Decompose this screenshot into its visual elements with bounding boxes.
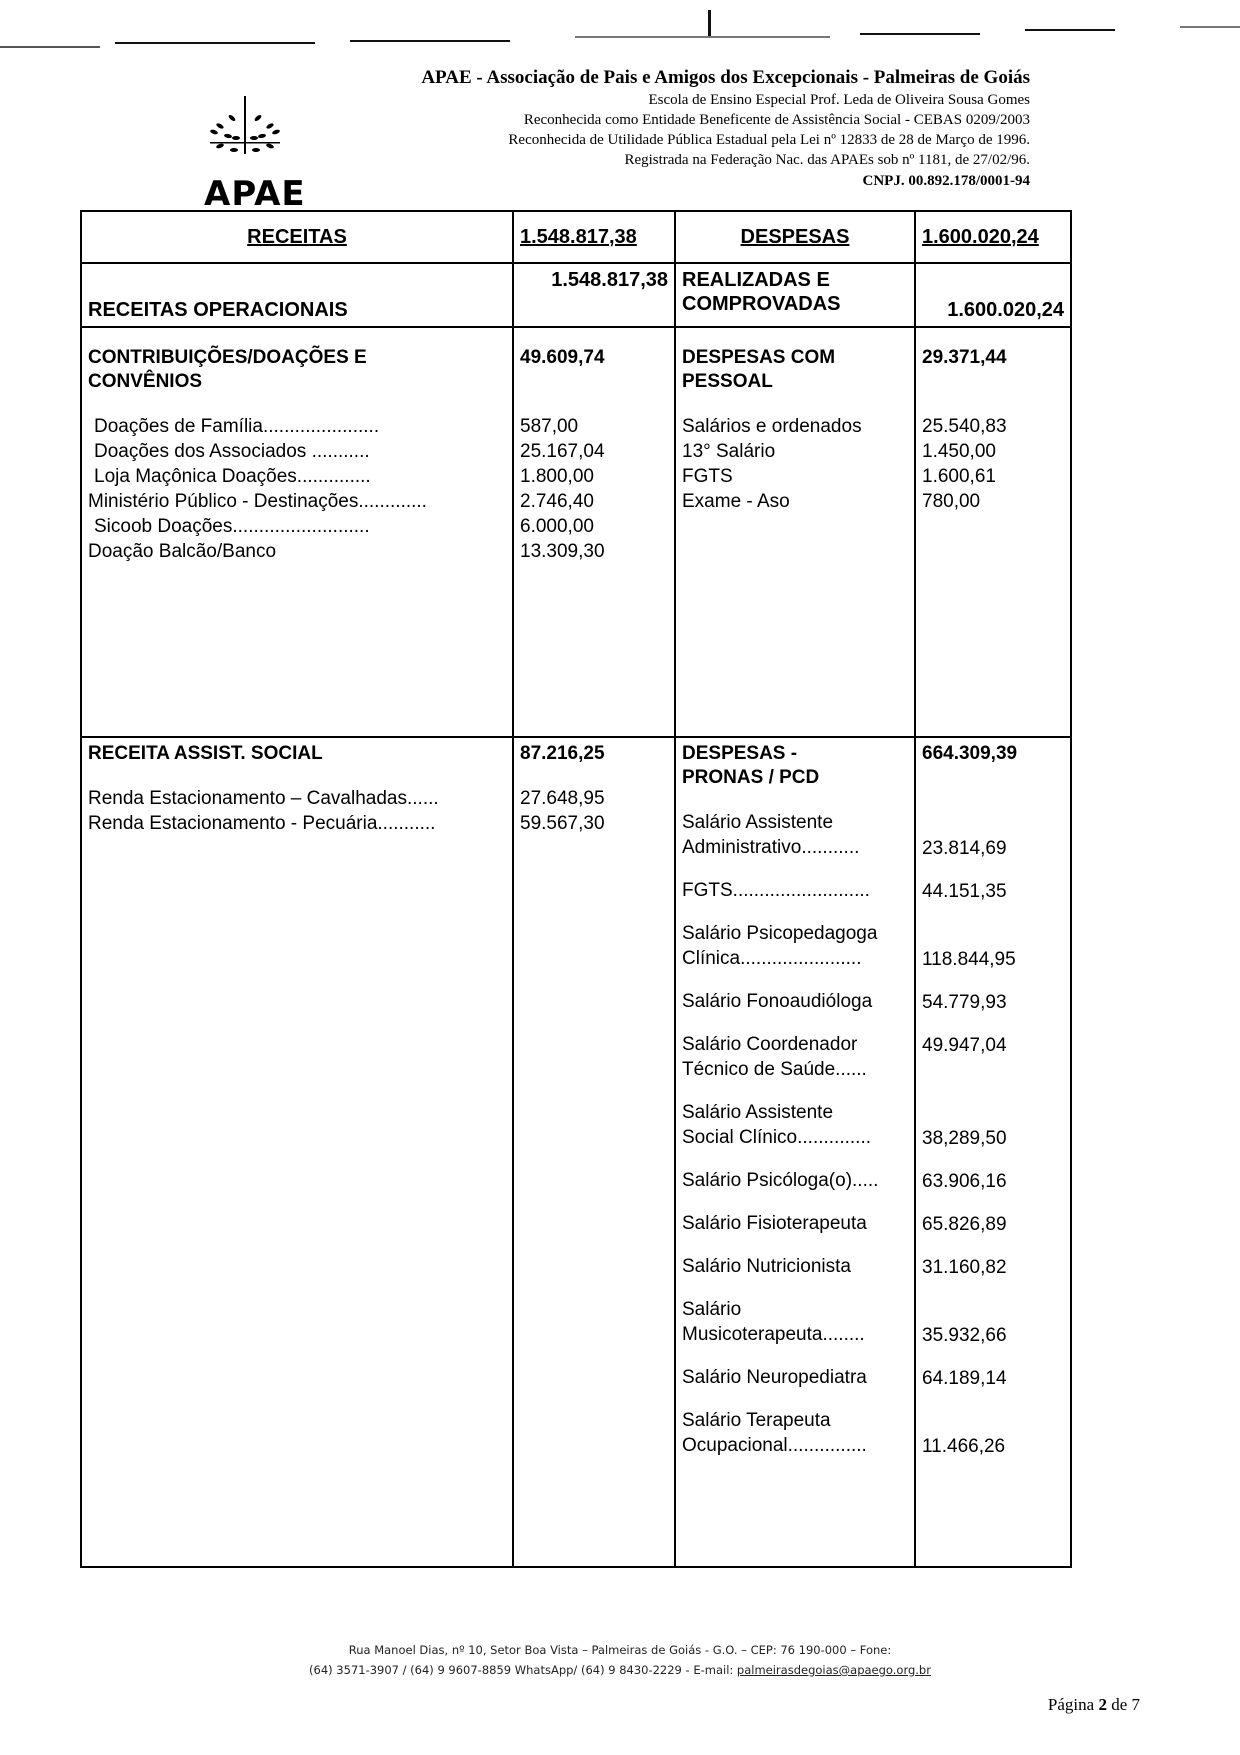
- list-item: Loja Maçônica Doações..............: [94, 466, 371, 487]
- list-item: Exame - Aso: [682, 491, 790, 512]
- list-item-value: 1.450,00: [922, 441, 996, 462]
- list-item: Salário Coordenador Técnico de Saúde......: [682, 1034, 867, 1080]
- logo-text: APAE: [204, 174, 306, 214]
- despesas-total: 1.600.020,24: [915, 211, 1071, 263]
- receitas-header: RECEITAS: [81, 211, 513, 263]
- list-item: FGTS: [682, 466, 733, 487]
- list-item-value: 27.648,95: [520, 788, 605, 809]
- org-line: Reconhecida como Entidade Beneficente de Assistência Social - CEBAS 0209/2003: [523, 112, 1030, 128]
- footer-line2: [0, 1660, 1240, 1680]
- contribuicoes-values-cell: [513, 327, 675, 737]
- section-title: PRONAS / PCD: [682, 767, 820, 788]
- list-item-value: 25.540,83: [922, 416, 1007, 437]
- list-item: Salário Assistente Social Clínico..............: [682, 1102, 872, 1148]
- list-item-value: 31.160,82: [922, 1257, 1007, 1278]
- list-item-value: 65.826,89: [922, 1214, 1007, 1235]
- list-item-value: 63.906,16: [922, 1171, 1007, 1192]
- list-item: Ministério Público - Destinações.............: [88, 491, 427, 512]
- list-item-value: 11.466,26: [922, 1436, 1006, 1457]
- list-item-value: 13.309,30: [520, 541, 605, 562]
- list-item-value: 1.600,61: [922, 466, 996, 487]
- receitas-total: 1.548.817,38: [513, 211, 675, 263]
- table-row: [81, 737, 1071, 1567]
- footer-address: [0, 1640, 1240, 1680]
- org-line: Escola de Ensino Especial Prof. Leda de Oliveira Sousa Gomes: [648, 92, 1030, 108]
- list-item: FGTS..........................: [682, 880, 870, 901]
- despesas-header: DESPESAS: [675, 211, 915, 263]
- total-pages: 7: [1131, 1695, 1140, 1714]
- despesas-pessoal-values-cell: [915, 327, 1071, 737]
- despesas-realizadas-value: 1.600.020,24: [915, 263, 1071, 327]
- org-line: Registrada na Federação Nac. das APAEs sob nº 1181, de 27/02/96.: [624, 152, 1030, 168]
- list-item: Salário Terapeuta Ocupacional...............: [682, 1410, 867, 1456]
- org-cnpj: CNPJ. 00.892.178/0001-94: [862, 173, 1030, 189]
- list-item: Doações dos Associados ...........: [94, 441, 370, 462]
- operational-row: [81, 263, 1071, 327]
- letterhead: [180, 60, 1060, 214]
- list-item-value: 587,00: [520, 416, 579, 437]
- list-item: Salário Fisioterapeuta: [682, 1213, 867, 1234]
- list-item-value: 23.814,69: [922, 838, 1007, 859]
- list-item-value: 54.779,93: [922, 992, 1007, 1013]
- despesas-realizadas-line2: COMPROVADAS: [682, 293, 841, 315]
- despesas-pessoal-cell: [675, 327, 915, 737]
- email-link[interactable]: palmeirasdegoias@apaego.org.br: [736, 1663, 931, 1677]
- list-item-value: 2.746,40: [520, 491, 594, 512]
- footer-contacts: (64) 3571-3907 / (64) 9 9607-8859 WhatsApp/ (64) 9 8430-2229 - E-mail:: [309, 1663, 737, 1677]
- scan-edge-artifact: [0, 8, 1240, 14]
- list-item-value: 59.567,30: [520, 813, 605, 834]
- list-item-value: 6.000,00: [520, 516, 594, 537]
- list-item: Salário Fonoaudióloga: [682, 991, 873, 1012]
- section-title: CONVÊNIOS: [88, 371, 203, 392]
- org-title: APAE - Associação de Pais e Amigos dos Excepcionais - Palmeiras de Goiás: [421, 67, 1030, 88]
- section-title: PESSOAL: [682, 371, 773, 392]
- list-item: Doações de Família......................: [94, 416, 380, 437]
- list-item-value: 780,00: [922, 491, 981, 512]
- table-row: [81, 327, 1071, 737]
- pronas-pcd-values-cell: [915, 737, 1071, 1567]
- list-item-value: 49.947,04: [922, 1035, 1007, 1056]
- org-line: Reconhecida de Utilidade Pública Estadual pela Lei nº 12833 de 28 de Março de 1996.: [508, 132, 1030, 148]
- list-item: Salário Neuropediatra: [682, 1367, 867, 1388]
- section-title: CONTRIBUIÇÕES/DOAÇÕES E: [88, 347, 367, 368]
- list-item-value: 35.932,66: [922, 1325, 1007, 1346]
- list-item-value: 118.844,95: [922, 949, 1016, 970]
- list-item: Salário Psicóloga(o).....: [682, 1170, 879, 1191]
- section-total: 664.309,39: [922, 743, 1018, 764]
- assist-social-values-cell: [513, 737, 675, 1567]
- section-total: 49.609,74: [520, 347, 605, 368]
- despesas-realizadas-line1: REALIZADAS E: [682, 269, 830, 291]
- contribuicoes-cell: [81, 327, 513, 737]
- list-item: Salário Musicoterapeuta........: [682, 1299, 865, 1345]
- apae-logo: [190, 66, 306, 214]
- org-info: [421, 66, 1030, 192]
- section-total: 29.371,44: [922, 347, 1007, 368]
- section-total: 87.216,25: [520, 743, 605, 764]
- list-item-value: 1.800,00: [520, 466, 594, 487]
- despesas-realizadas-label: [675, 263, 915, 327]
- list-item-value: 44.151,35: [922, 881, 1007, 902]
- footer-line1: Rua Manoel Dias, nº 10, Setor Boa Vista – Palmeiras de Goiás - G.O. – CEP: 76 190-000 – Fone:: [348, 1643, 892, 1657]
- page-number: Página 2 de 7: [1047, 1695, 1140, 1714]
- list-item: Renda Estacionamento – Cavalhadas......: [88, 788, 439, 809]
- list-item: Renda Estacionamento - Pecuária...........: [88, 813, 436, 834]
- financial-report-table: [80, 210, 1072, 1568]
- list-item: Sicoob Doações..........................: [94, 516, 370, 537]
- table-header-row: [81, 211, 1071, 263]
- assist-social-cell: [81, 737, 513, 1567]
- list-item: Salários e ordenados: [682, 416, 862, 437]
- receitas-operacionais-label: RECEITAS OPERACIONAIS: [81, 263, 513, 327]
- section-title: RECEITA ASSIST. SOCIAL: [88, 743, 323, 764]
- list-item: Salário Psicopedagoga Clínica.......................: [682, 923, 878, 969]
- wheat-wreath-icon: [190, 66, 300, 176]
- list-item-value: 38,289,50: [922, 1128, 1007, 1149]
- list-item-value: 25.167,04: [520, 441, 605, 462]
- section-title: DESPESAS -: [682, 743, 798, 764]
- section-title: DESPESAS COM: [682, 347, 836, 368]
- list-item-value: 64.189,14: [922, 1368, 1007, 1389]
- receitas-operacionais-value: 1.548.817,38: [513, 263, 675, 327]
- list-item: Doação Balcão/Banco: [88, 541, 277, 562]
- list-item: Salário Assistente Administrativo...........: [682, 812, 860, 858]
- list-item: 13° Salário: [682, 441, 776, 462]
- pronas-pcd-cell: [675, 737, 915, 1567]
- current-page: 2: [1098, 1695, 1107, 1714]
- list-item: Salário Nutricionista: [682, 1256, 851, 1277]
